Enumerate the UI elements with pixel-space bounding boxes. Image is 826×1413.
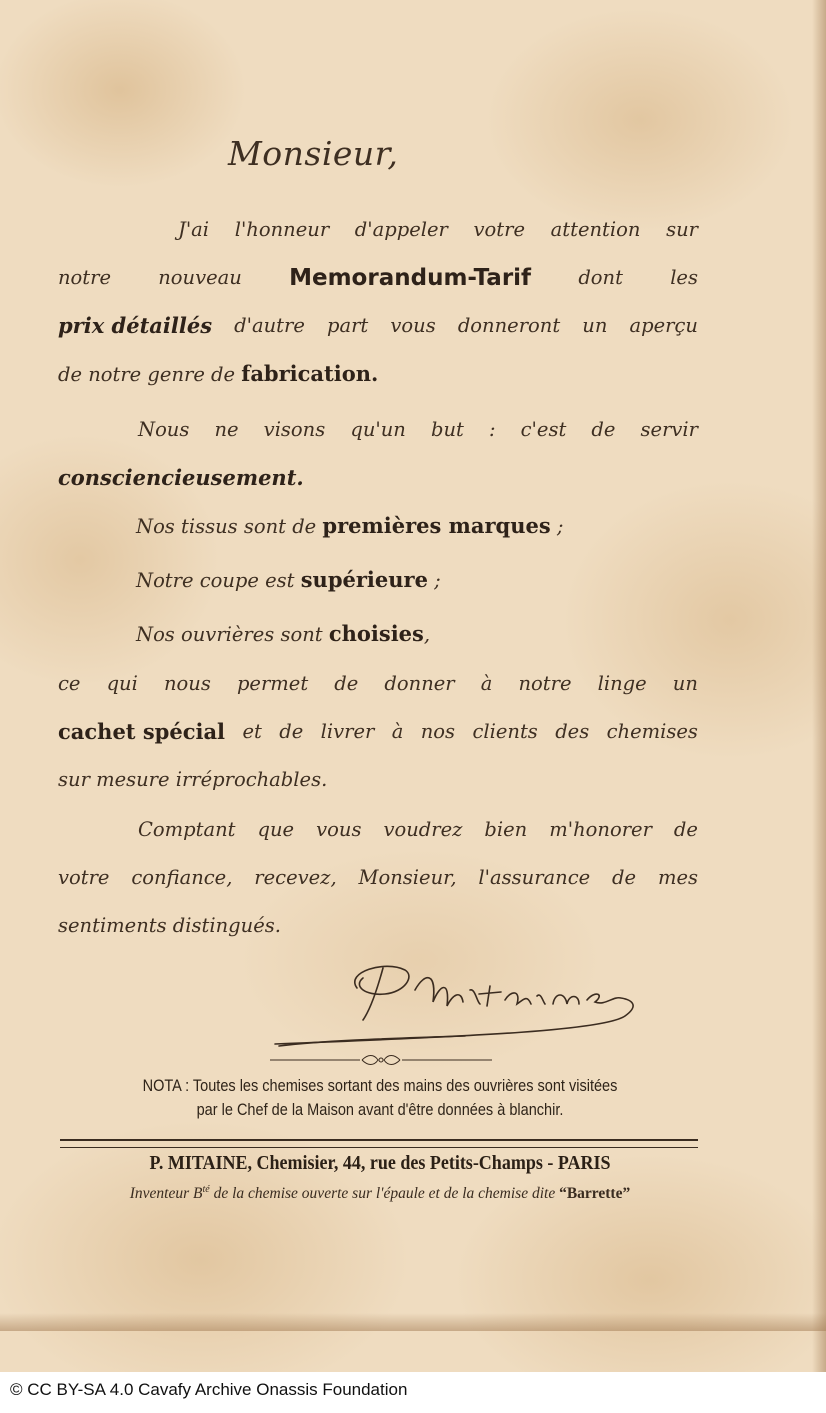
p5-line (58, 610, 698, 659)
word: l'assurance (478, 866, 591, 889)
word: Monsieur, (358, 866, 457, 889)
word: aperçu (629, 314, 698, 337)
word: chemises (606, 720, 698, 743)
word: linge (597, 672, 647, 695)
paragraph-3 (58, 502, 698, 551)
word: que (257, 818, 295, 841)
word: nos (420, 720, 456, 743)
paragraph-5 (58, 610, 698, 659)
word: attention (550, 218, 641, 241)
inventor-superscript: té (202, 1184, 210, 1195)
emphasis-prix-detailles: prix détaillés (58, 313, 213, 338)
text: Nos tissus sont de (136, 515, 323, 538)
word: d'appeler (354, 218, 448, 241)
word: permet (236, 672, 309, 695)
word: et (242, 720, 262, 743)
word: un (582, 314, 608, 337)
word: nouveau (158, 266, 242, 289)
ornament-divider (270, 1052, 492, 1068)
p7-line-1 (58, 806, 698, 854)
paragraph-1 (58, 206, 698, 399)
word: des (555, 720, 590, 743)
emphasis-choisies: choisies (328, 621, 424, 646)
word: donneront (457, 314, 561, 337)
p1-line-4 (58, 350, 698, 399)
word: Nous (138, 418, 190, 441)
word: votre (473, 218, 525, 241)
word: d'autre (234, 314, 305, 337)
word: notre (58, 266, 111, 289)
word: m'honorer (549, 818, 652, 841)
word: de (334, 672, 359, 695)
word: ne (214, 418, 239, 441)
word: livrer (320, 720, 375, 743)
p1-line-2 (58, 254, 698, 302)
word: J'ai (178, 218, 210, 241)
word: c'est (520, 418, 567, 441)
word: clients (472, 720, 538, 743)
p2-line-2 (58, 454, 698, 503)
double-rule (60, 1139, 698, 1148)
word: à (480, 672, 493, 695)
p6-line-3: sur mesure irréprochables. (58, 768, 328, 791)
word: un (672, 672, 698, 695)
emphasis-premieres-marques: premières marques (322, 513, 551, 538)
word: but (430, 418, 464, 441)
word: qu'un (350, 418, 406, 441)
text: Nos ouvrières sont (136, 623, 329, 646)
inventor-text: de la chemise ouverte sur l'épaule et de la chemise dite (209, 1185, 560, 1203)
memorandum-tarif-title: Memorandum-Tarif (289, 265, 532, 291)
word: de (591, 418, 616, 441)
word: donner (384, 672, 455, 695)
text: , (423, 623, 431, 646)
p7-line-2 (58, 854, 698, 902)
p7-line-3: sentiments distingués. (58, 914, 281, 937)
salutation: Monsieur, (228, 134, 399, 173)
word: visons (263, 418, 326, 441)
emphasis-consciencieusement: consciencieusement. (58, 465, 304, 490)
inventor-text: Inventeur B (129, 1185, 203, 1203)
license-credit: © CC BY-SA 4.0 Cavafy Archive Onassis Foundation (10, 1380, 408, 1399)
word: mes (657, 866, 698, 889)
text: Notre coupe est (136, 569, 301, 592)
word: notre (518, 672, 572, 695)
emphasis-cachet-special: cachet spécial (58, 719, 226, 744)
emphasis-fabrication: fabrication. (241, 361, 379, 386)
word: sur (666, 218, 698, 241)
paragraph-2 (58, 406, 698, 503)
word: confiance, (131, 866, 233, 889)
paragraph-7 (58, 806, 698, 950)
barrette-label: “Barrette” (559, 1185, 631, 1203)
p6-line-2 (58, 708, 698, 756)
signature-image (265, 950, 655, 1060)
p1-line-1 (58, 206, 698, 254)
p2-line-1 (58, 406, 698, 454)
emphasis-superieure: supérieure (300, 567, 428, 592)
paragraph-4 (58, 556, 698, 605)
word: part (326, 314, 369, 337)
p6-line-1 (58, 660, 698, 708)
word: ce (58, 672, 81, 695)
page-bottom-edge (0, 1313, 826, 1331)
word: qui (106, 672, 138, 695)
company-address: P. MITAINE, Chemisier, 44, rue des Petits-Champs - PARIS (149, 1152, 611, 1174)
word: vous (316, 818, 362, 841)
text: ; (550, 515, 564, 538)
word: de (673, 818, 698, 841)
word: dont (578, 266, 623, 289)
word: les (670, 266, 698, 289)
word: votre (58, 866, 110, 889)
word: de (612, 866, 637, 889)
nota-line-1: NOTA : Toutes les chemises sortant des mains des ouvrières sont visitées (142, 1077, 618, 1095)
p4-line (58, 556, 698, 605)
nota-block (98, 1074, 661, 1122)
page-edge-shadow (812, 0, 826, 1372)
word: Comptant (138, 818, 236, 841)
inventor-line (40, 1184, 720, 1203)
word: : (488, 418, 496, 441)
word: servir (640, 418, 698, 441)
text: de notre genre de (58, 363, 242, 386)
word: bien (484, 818, 528, 841)
nota-line-2: par le Chef de la Maison avant d'être données à blanchir. (196, 1101, 564, 1119)
word: nous (163, 672, 211, 695)
text: ; (427, 569, 441, 592)
paragraph-6 (58, 660, 698, 804)
word: l'honneur (234, 218, 330, 241)
p3-line (58, 502, 698, 551)
p1-line-3 (58, 302, 698, 350)
word: vous (390, 314, 436, 337)
word: recevez, (254, 866, 337, 889)
word: à (391, 720, 404, 743)
word: de (279, 720, 304, 743)
word: voudrez (383, 818, 463, 841)
